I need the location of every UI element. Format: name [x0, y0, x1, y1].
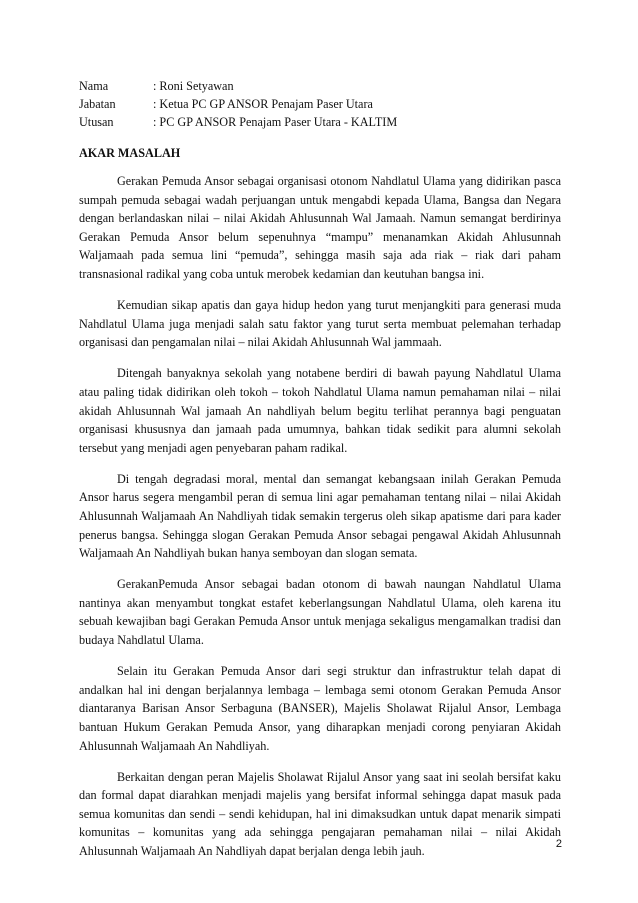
header-row-jabatan	[79, 95, 569, 113]
paragraph-3: Ditengah banyaknya sekolah yang notabene berdiri di bawah payung Nahdlatul Ulama atau paling tidak didirikan oleh tokoh – tokoh Nahdlatul Ulama namun pemahaman nilai – nilai akidah Ahlusunnah Wal jamaah An nahdliyah belum begitu terlihat perannya bagi penguatan organisasi khususnya dan jamaah pada umumnya, bahkan tidak sedikit para alumni sekolah tersebut yang menjadi agen penyebaran paham radikal.	[79, 366, 561, 455]
header-row-nama	[79, 77, 569, 95]
paragraph-1: Gerakan Pemuda Ansor sebagai organisasi otonom Nahdlatul Ulama yang didirikan pasca sumpah pemuda sebagai wadah perjuangan untuk mengabdi kepada Ulama, Bangsa dan Negara dengan berlandaskan nilai – nilai Akidah Ahlusunnah Wal Jamaah. Namun semangat berdirinya Gerakan Pemuda Ansor belum sepenuhnya “mampu” menanamkan Akidah Ahlusunnah Waljamaah pada semua lini “pemuda”, sehingga masih saja ada riak – riak dari paham transnasional radikal yang coba untuk merobek kedamian dan keutuhan bangsa ini.	[79, 174, 561, 281]
header-label: Nama	[79, 79, 109, 93]
header-label: Jabatan	[79, 97, 116, 111]
header-row-utusan	[79, 113, 569, 131]
header-value: : Ketua PC GP ANSOR Penajam Paser Utara	[153, 97, 373, 111]
paragraph-7: Berkaitan dengan peran Majelis Sholawat Rijalul Ansor yang saat ini seolah bersifat kaku dan formal dapat diarahkan menjadi majelis yang bersifat informal sehingga dapat masuk pada semua komunitas dan sendi – sendi kehidupan, hal ini dimaksudkan untuk dapat menarik simpati komunitas – komunitas yang ada sehingga pengajaran pemahaman nilai – nilai Akidah Ahlusunnah Waljamaah An Nahdliyah dapat berjalan denga lebih jauh.	[79, 769, 561, 858]
header-value: : Roni Setyawan	[153, 79, 234, 93]
section-body	[79, 172, 561, 873]
paragraph-6: Selain itu Gerakan Pemuda Ansor dari segi struktur dan infrastruktur telah dapat di andalkan hal ini dengan berjalannya lembaga – lembaga semi otonom Gerakan Pemuda Ansor diantaranya Barisan Ansor Serbaguna (BANSER), Majelis Sholawat Rijalul Ansor, Lembaga bantuan Hukum Gerakan Pemuda Ansor, yang diharapkan menjadi corong penyiaran Akidah Ahlusunnah Waljamaah An Nahdliyah.	[79, 664, 561, 753]
paragraph-5: GerakanPemuda Ansor sebagai badan otonom di bawah naungan Nahdlatul Ulama nantinya akan menyambut tongkat estafet keberlangsungan Nahdlatul Ulama, oleh karena itu sebuah kewajiban bagi Gerakan Pemuda Ansor untuk menjaga sekaligus mengamalkan tradisi dan budaya Nahdlatul Ulama.	[79, 577, 561, 648]
section-heading: AKAR MASALAH	[79, 146, 181, 160]
paragraph-4: Di tengah degradasi moral, mental dan semangat kebangsaan inilah Gerakan Pemuda Ansor harus segera mengambil peran di semua lini agar pemahaman tentang nilai – nilai Akidah Ahlusunnah Waljamaah An Nahdliyah tidak semakin tergerus oleh sikap apatisme dari para kader penerus bangsa. Sehingga slogan Gerakan Pemuda Ansor sebagai pengawal Akidah Ahlusunnah Waljamaah An Nahdliyah bukan hanya semboyan dan slogan semata.	[79, 471, 561, 561]
page-number: 2	[555, 838, 562, 850]
paragraph-2: Kemudian sikap apatis dan gaya hidup hedon yang turut menjangkiti para generasi muda Nahdlatul Ulama juga menjadi salah satu faktor yang turut serta membuat pelemahan terhadap organisasi dan pengamalan nilai – nilai Akidah Ahlusunnah Wal jammaah.	[79, 298, 561, 350]
header-label: Utusan	[79, 115, 114, 129]
header-value: : PC GP ANSOR Penajam Paser Utara - KALTIM	[153, 115, 398, 129]
header-info	[79, 77, 569, 131]
